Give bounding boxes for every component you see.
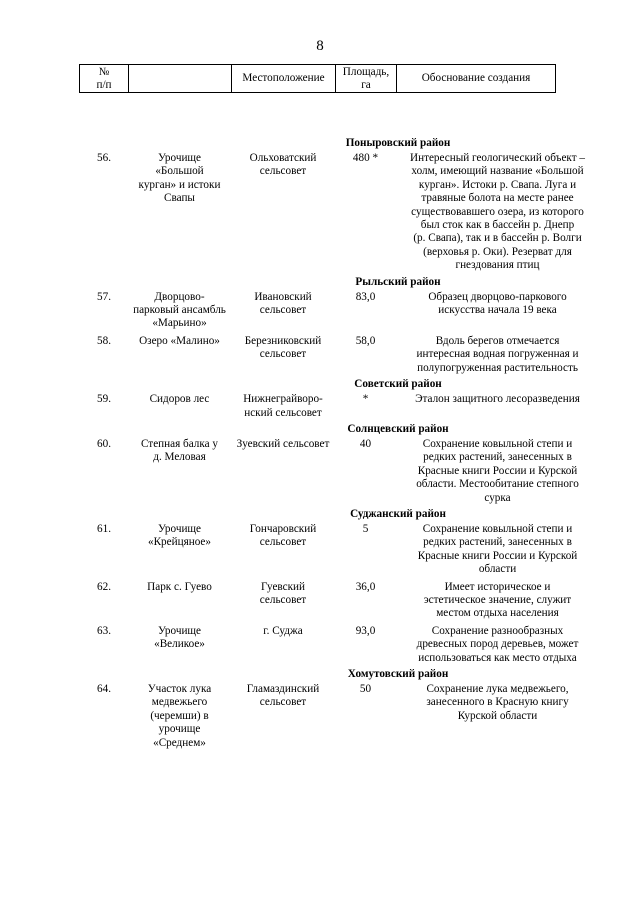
district-name: Солнцевский район [347,422,449,435]
row-area: 50 [359,683,372,695]
district-name: Суджанский район [350,507,446,520]
district-heading [79,137,599,151]
cell-line: нский сельсовет [244,406,322,419]
cell-line: «Большой [155,165,204,178]
cell-line: курган» и истоки [138,178,221,191]
cell-line: Курской области [457,709,538,722]
cell-line: медвежьего [151,696,208,709]
row-name [128,437,231,508]
table-row [79,334,599,378]
cell-line: Эталон защитного лесоразведения [415,393,580,406]
cell-line: Интересный геологический объект – [410,152,586,164]
row-area: 40 [359,437,372,450]
row-name [128,334,231,378]
row-reason [396,682,599,753]
row-area: 36,0 [355,580,376,593]
cell-line: Урочище [157,624,202,637]
cell-line: урочище [158,723,201,736]
row-num: 64. [97,683,111,695]
cell-line: Урочище [157,522,202,535]
cell-line: Красные книги России и Курской [417,549,578,562]
row-reason [396,392,599,423]
cell-line: Гуевский [260,580,306,593]
row-num: 60. [97,437,111,450]
cell-line: «Великое» [154,638,205,651]
row-reason [396,151,599,276]
district-name: Поныровский район [345,137,451,149]
cell-line: Ивановский [254,290,312,303]
header-reason: Обоснование создания [397,65,556,93]
cell-line: области [478,563,517,576]
cell-line: сурка [484,491,511,504]
header-name [129,65,232,93]
row-num: 56. [97,152,111,164]
cell-line: «Среднем» [153,736,206,749]
row-reason [396,290,599,334]
cell-line: Сидоров лес [149,393,210,406]
district-heading [79,423,599,437]
cell-line: Озеро «Малино» [139,334,220,347]
cell-line: существовавшего озера, из которого [411,205,584,218]
row-num: 59. [97,393,111,406]
row-name [128,522,231,580]
cell-line: «Марьино» [152,317,207,330]
cell-line: искусства начала 19 века [438,304,557,317]
row-name [128,580,231,624]
row-name [128,151,231,276]
cell-line: парковый ансамбль [133,304,226,317]
cell-line: Нижнеграйворо- [243,393,323,406]
header-area: Площадь, га [336,65,397,93]
row-num: 61. [97,522,111,535]
row-name [128,290,231,334]
cell-line: Свапы [164,192,195,205]
row-reason [396,624,599,668]
cell-line: Образец дворцово-паркового [428,290,567,303]
cell-line: (р. Свапа), так и в бассейн р. Волги [413,232,582,245]
cell-line: холм, имеющий название «Большой [411,165,584,178]
table-row [79,522,599,580]
row-reason [396,437,599,508]
row-reason [396,580,599,624]
cell-line: Участок лука [147,683,212,695]
cell-line: Дворцово- [154,290,205,303]
row-area: * [362,393,369,406]
cell-line: Гламаздинский [246,683,320,695]
cell-line: сельсовет [259,696,307,709]
cell-line: гнездования птиц [455,259,540,272]
cell-line: Красные книги России и Курской [417,464,578,477]
cell-line: Урочище [157,152,202,164]
row-reason [396,522,599,580]
row-area: 480 * [352,152,379,164]
district-heading [79,276,599,290]
cell-line: Березниковский [244,334,322,347]
cell-line: полупогруженная растительность [417,361,578,374]
row-reason [396,334,599,378]
row-location [231,682,335,753]
row-name [128,682,231,753]
cell-line: Степная балка у [140,437,218,450]
district-heading [79,378,599,392]
cell-line: использоваться как место отдыха [418,651,577,664]
cell-line: занесенного в Красную книгу [426,696,569,709]
table-row [79,580,599,624]
row-area: 83,0 [355,290,376,303]
row-location [231,580,335,624]
cell-line: местом отдыха населения [436,607,559,620]
cell-line: (верховья р. Оки). Резерват для [423,245,572,258]
page-number: 8 [316,38,324,54]
district-name: Рыльский район [355,275,441,288]
row-num: 62. [97,580,111,593]
cell-line: Сохранение ковыльной степи и [422,437,573,450]
row-location [231,624,335,668]
cell-line: сельсовет [259,304,307,317]
cell-line: сельсовет [259,593,307,606]
table-header [79,64,556,93]
cell-line: редких растений, занесенных в [423,451,572,464]
cell-line: «Крейцяное» [147,536,211,549]
row-num: 58. [97,334,111,347]
cell-line: области. Местообитание степного [416,478,579,491]
row-location [231,522,335,580]
district-name: Хомутовский район [347,668,449,680]
cell-line: г. Суджа [263,624,303,637]
cell-line: Зуевский сельсовет [236,437,330,450]
cell-line: сельсовет [259,348,307,361]
row-location [231,151,335,276]
row-location [231,437,335,508]
header-num: № п/п [80,65,129,93]
cell-line: курган». Истоки р. Свапа. Луга и [418,178,577,191]
cell-line: Сохранение ковыльной степи и [422,522,573,535]
table-row [79,290,599,334]
cell-line: редких растений, занесенных в [423,536,572,549]
row-name [128,392,231,423]
row-area: 58,0 [355,334,376,347]
row-location [231,392,335,423]
cell-line: Имеет историческое и [444,580,551,593]
row-location [231,290,335,334]
cell-line: Сохранение разнообразных [431,624,564,637]
cell-line: Ольховатский [249,152,317,164]
cell-line: древесных пород деревьев, может [416,638,579,651]
cell-line: Сохранение лука медвежьего, [426,683,569,695]
table-row [79,624,599,668]
district-heading [79,508,599,522]
cell-line: интересная водная погруженная и [416,348,579,361]
header-location: Местоположение [232,65,336,93]
row-name [128,624,231,668]
cell-line: Гончаровский [249,522,317,535]
row-num: 63. [97,624,111,637]
cell-line: Парк с. Гуево [147,580,212,593]
cell-line: (черемши) в [150,709,209,722]
row-num: 57. [97,290,111,303]
row-location [231,334,335,378]
cell-line: Вдоль берегов отмечается [435,334,560,347]
records-table [79,137,599,753]
table-row [79,682,599,753]
row-area: 93,0 [355,624,376,637]
table-row [79,437,599,508]
cell-line: сельсовет [259,536,307,549]
cell-line: д. Меловая [153,451,206,464]
district-name: Советский район [354,378,442,391]
table-row [79,151,599,276]
cell-line: эстетическое значение, служит [423,593,572,606]
cell-line: сельсовет [259,165,307,178]
table-row [79,392,599,423]
district-heading [79,668,599,682]
row-area: 5 [362,522,369,535]
cell-line: травяные болота на месте ранее [421,192,574,205]
cell-line: был сток как в бассейн р. Днепр [420,219,575,232]
